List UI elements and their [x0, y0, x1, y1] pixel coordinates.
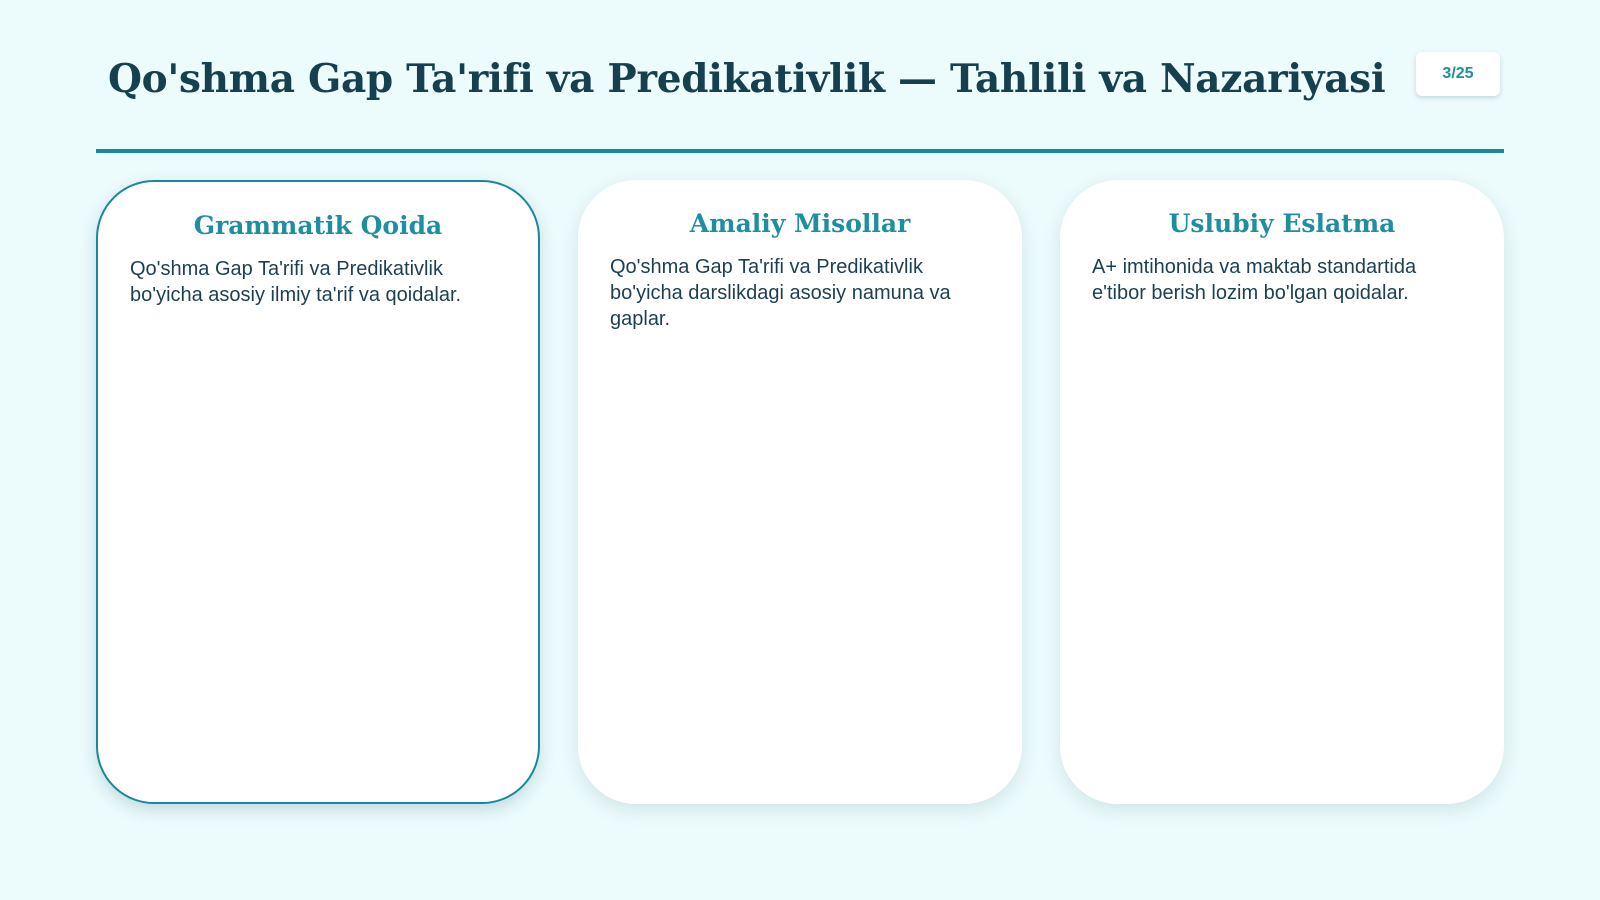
- card-amaliy-misollar[interactable]: [578, 180, 1022, 804]
- card-title: Uslubiy Eslatma: [1168, 209, 1396, 238]
- title-divider: [96, 149, 1504, 153]
- card-title: Amaliy Misollar: [689, 209, 911, 238]
- card-title: Grammatik Qoida: [193, 211, 443, 240]
- card-grammatik-qoida[interactable]: [96, 180, 540, 804]
- card-text: A+ imtihonida va maktab standartida e'tibor berish lozim bo'lgan qoidalar.: [1092, 256, 1417, 304]
- slide-title: Qo'shma Gap Ta'rifi va Predikativlik — Tahlili va Nazariyasi: [108, 56, 1386, 102]
- card-text: Qo'shma Gap Ta'rifi va Predikativlik bo'yicha darslikdagi asosiy namuna va gaplar.: [610, 256, 951, 330]
- page-indicator-badge: 3/25: [1416, 52, 1500, 96]
- card-uslubiy-eslatma[interactable]: [1060, 180, 1504, 804]
- card-text: Qo'shma Gap Ta'rifi va Predikativlik bo'yicha asosiy ilmiy ta'rif va qoidalar.: [130, 258, 462, 306]
